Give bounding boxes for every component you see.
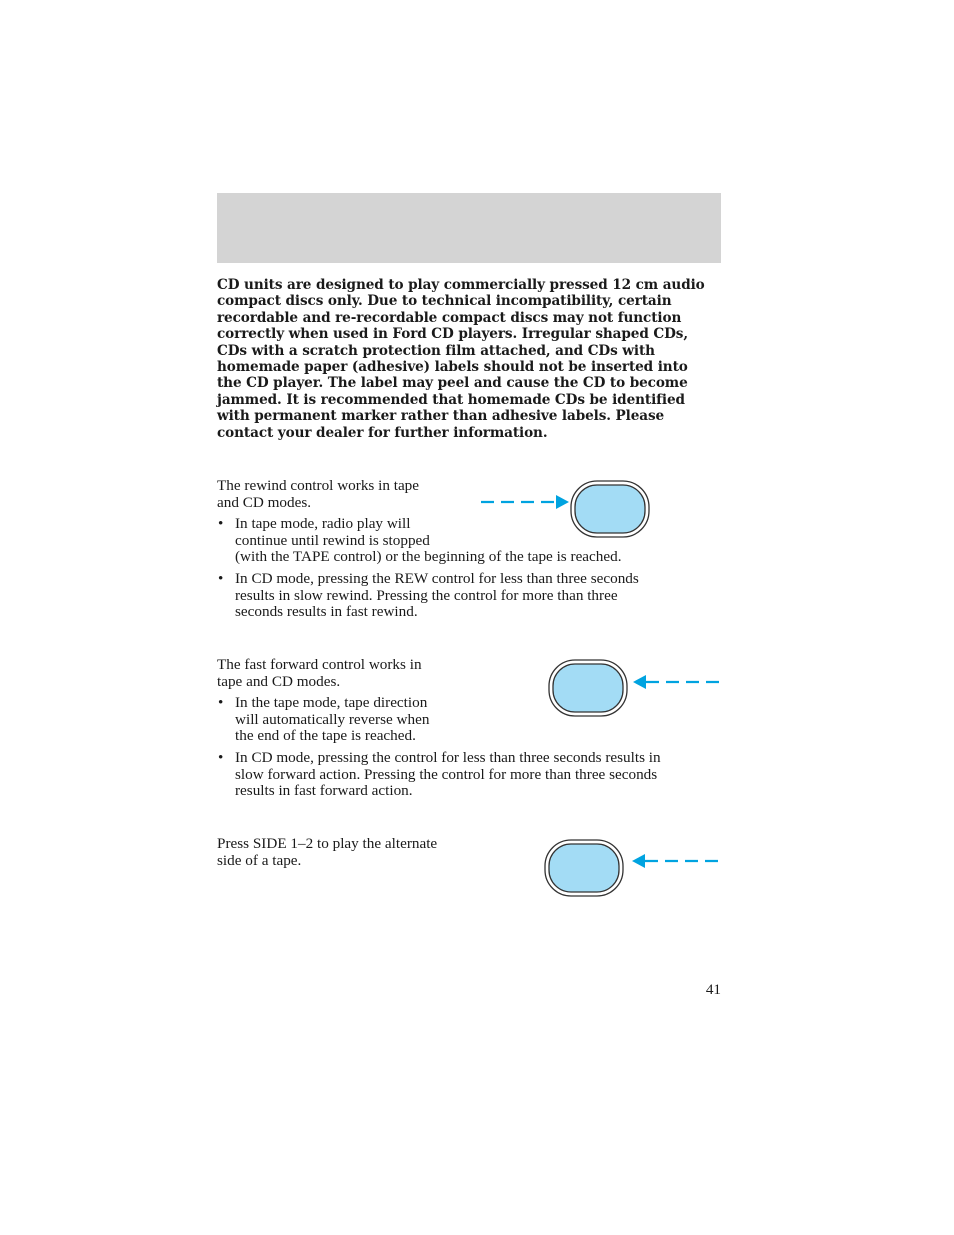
side-button-icon: [542, 837, 724, 901]
fast-forward-bullet-tape: • In the tape mode, tape direction will automatically reverse when the end of the tape is reached.: [218, 694, 430, 744]
page-number: 41: [705, 981, 721, 998]
fast-forward-button-icon: [546, 657, 724, 721]
fast-forward-bullet-cd: • In CD mode, pressing the control for less than three seconds results in slow forward action. Pressing the control for more than three seconds results in fast forward action.: [218, 749, 661, 799]
rewind-intro: The rewind control works in tape and CD modes.: [217, 477, 420, 511]
rewind-button-icon: [478, 478, 653, 542]
fast-forward-intro: The fast forward control works in tape and CD modes.: [217, 656, 422, 690]
rewind-bullet-tape: • In tape mode, radio play will continue until rewind is stopped (with the TAPE control) or the beginning of the tape is reached.: [218, 515, 622, 565]
rewind-bullet-cd: • In CD mode, pressing the REW control for less than three seconds results in slow rewind. Pressing the control for more than three seconds results in fast rewind.: [218, 570, 639, 620]
cd-warning-text: CD units are designed to play commercially pressed 12 cm audio compact discs only. Due to technical incompatibility, certain recordable and re-recordable compact discs may not function correctly when used in Ford CD players. Irregular shaped CDs, CDs with a scratch protection film attached, and CDs with homemade paper (adhesive) labels should not be inserted into the CD player. The label may peel and cause the CD to become jammed. It is recommended that homemade CDs be identified with permanent marker rather than adhesive labels. Please contact your dealer for further information.: [217, 277, 705, 441]
side-intro: Press SIDE 1–2 to play the alternate side of a tape.: [217, 835, 438, 869]
header-band: [217, 193, 721, 263]
